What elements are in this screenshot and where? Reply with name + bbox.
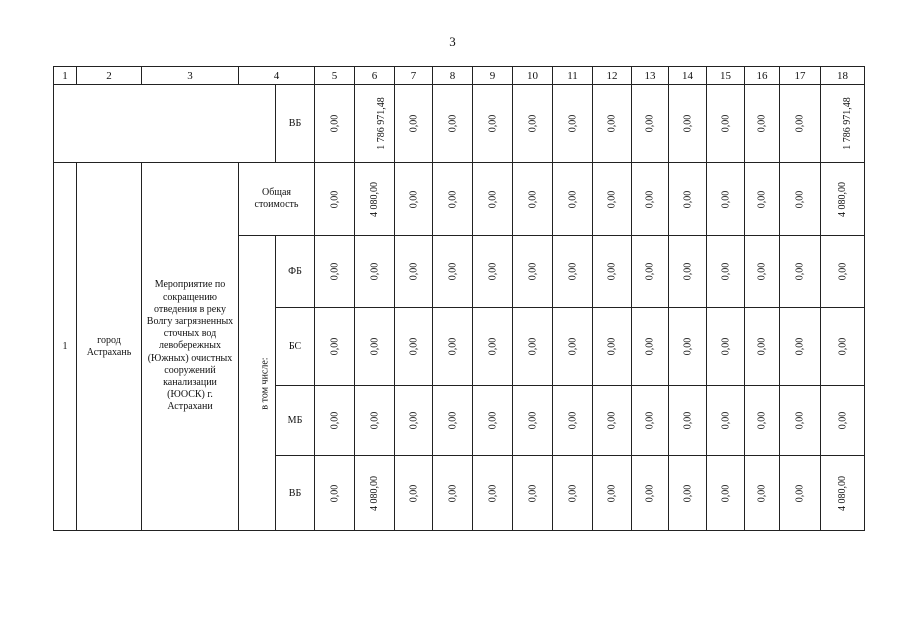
value-cell: 0,00: [473, 456, 513, 531]
value-cell: 0,00: [707, 236, 745, 308]
value-cell: 0,00: [433, 163, 473, 236]
header-cell: 11: [553, 67, 593, 85]
value-cell: 0,00: [513, 163, 553, 236]
value-cell: 4 080,00: [821, 163, 865, 236]
value-cell: 0,00: [433, 308, 473, 386]
value-cell: 0,00: [553, 456, 593, 531]
value-cell: 0,00: [433, 456, 473, 531]
header-cell: 17: [780, 67, 821, 85]
funding-type: ВБ: [276, 456, 315, 531]
value-cell: 0,00: [780, 456, 821, 531]
value-cell: 0,00: [395, 456, 433, 531]
value-cell: 0,00: [745, 308, 780, 386]
value-cell: 0,00: [315, 163, 355, 236]
empty-merged-cell: [54, 85, 276, 163]
value-cell: 0,00: [513, 456, 553, 531]
header-cell: 8: [433, 67, 473, 85]
value-cell: 0,00: [669, 85, 707, 163]
header-cell: 7: [395, 67, 433, 85]
value-cell: 0,00: [513, 236, 553, 308]
value-cell: 0,00: [473, 308, 513, 386]
value-cell: 4 080,00: [355, 456, 395, 531]
value-cell: 0,00: [780, 163, 821, 236]
value-cell: 0,00: [745, 456, 780, 531]
value-cell: 0,00: [355, 308, 395, 386]
continued-row: [54, 85, 865, 163]
header-cell: 14: [669, 67, 707, 85]
value-cell: 4 080,00: [355, 163, 395, 236]
value-cell: 0,00: [513, 85, 553, 163]
header-cell: 9: [473, 67, 513, 85]
page-number: 3: [449, 34, 456, 49]
value-cell: 0,00: [632, 456, 669, 531]
value-cell: 0,00: [395, 308, 433, 386]
entry-number: 1: [54, 163, 77, 531]
value-cell: 0,00: [780, 85, 821, 163]
total-cost-row: [54, 163, 865, 236]
value-cell: 0,00: [355, 386, 395, 456]
value-cell: 0,00: [821, 308, 865, 386]
entry-description: Мероприятие по сокращению отведения в реку Волгу загрязненных сточных вод левобережных (Южных) очистных сооружений канализации (ЮОСК) г. Астрахани: [142, 163, 239, 531]
value-cell: 0,00: [632, 163, 669, 236]
value-cell: 0,00: [473, 236, 513, 308]
value-cell: 1 786 971,48: [821, 85, 865, 163]
header-cell: 3: [142, 67, 239, 85]
value-cell: 0,00: [513, 386, 553, 456]
value-cell: 0,00: [315, 236, 355, 308]
funding-type: ФБ: [276, 236, 315, 308]
value-cell: 0,00: [632, 236, 669, 308]
header-cell: 10: [513, 67, 553, 85]
value-cell: 0,00: [632, 85, 669, 163]
value-cell: 0,00: [707, 456, 745, 531]
header-cell: 12: [593, 67, 632, 85]
value-cell: 0,00: [669, 236, 707, 308]
value-cell: 0,00: [593, 456, 632, 531]
value-cell: 0,00: [473, 163, 513, 236]
value-cell: 0,00: [553, 163, 593, 236]
value-cell: 0,00: [593, 85, 632, 163]
value-cell: 0,00: [355, 236, 395, 308]
value-cell: 0,00: [433, 236, 473, 308]
value-cell: 0,00: [315, 386, 355, 456]
value-cell: 0,00: [669, 163, 707, 236]
value-cell: 0,00: [593, 308, 632, 386]
header-cell: 16: [745, 67, 780, 85]
value-cell: 0,00: [473, 386, 513, 456]
value-cell: 0,00: [707, 163, 745, 236]
value-cell: 0,00: [780, 308, 821, 386]
value-cell: 0,00: [632, 386, 669, 456]
value-cell: 0,00: [780, 236, 821, 308]
funding-type: МБ: [276, 386, 315, 456]
value-cell: 0,00: [315, 85, 355, 163]
value-cell: 0,00: [780, 386, 821, 456]
header-cell: 1: [54, 67, 77, 85]
value-cell: 0,00: [745, 386, 780, 456]
funding-type: ВБ: [276, 85, 315, 163]
value-cell: 0,00: [707, 85, 745, 163]
value-cell: 0,00: [669, 308, 707, 386]
header-cell: 2: [77, 67, 142, 85]
value-cell: 0,00: [669, 456, 707, 531]
value-cell: 0,00: [593, 163, 632, 236]
value-cell: 0,00: [745, 85, 780, 163]
value-cell: 0,00: [395, 386, 433, 456]
value-cell: 0,00: [821, 236, 865, 308]
header-cell: 6: [355, 67, 395, 85]
header-cell: 4: [239, 67, 315, 85]
value-cell: 0,00: [513, 308, 553, 386]
including-label: в том числе:: [239, 236, 276, 531]
funding-type: БС: [276, 308, 315, 386]
header-cell: 15: [707, 67, 745, 85]
value-cell: 0,00: [707, 386, 745, 456]
value-cell: 0,00: [553, 308, 593, 386]
header-cell: 13: [632, 67, 669, 85]
value-cell: 4 080,00: [821, 456, 865, 531]
value-cell: 0,00: [553, 236, 593, 308]
value-cell: 0,00: [707, 308, 745, 386]
value-cell: 0,00: [315, 308, 355, 386]
value-cell: 0,00: [553, 85, 593, 163]
value-cell: 0,00: [593, 236, 632, 308]
value-cell: 0,00: [669, 386, 707, 456]
value-cell: 0,00: [473, 85, 513, 163]
value-cell: 0,00: [553, 386, 593, 456]
value-cell: 0,00: [395, 163, 433, 236]
value-cell: 0,00: [315, 456, 355, 531]
value-cell: 0,00: [395, 85, 433, 163]
value-cell: 0,00: [433, 386, 473, 456]
value-cell: 0,00: [395, 236, 433, 308]
budget-table: [53, 66, 865, 531]
value-cell: 0,00: [745, 163, 780, 236]
funding-type-total: Общая стоимость: [239, 163, 315, 236]
value-cell: 0,00: [593, 386, 632, 456]
value-cell: 0,00: [632, 308, 669, 386]
entry-place: город Астрахань: [77, 163, 142, 531]
header-cell: 5: [315, 67, 355, 85]
value-cell: 0,00: [745, 236, 780, 308]
header-cell: 18: [821, 67, 865, 85]
value-cell: 0,00: [821, 386, 865, 456]
value-cell: 1 786 971,48: [355, 85, 395, 163]
value-cell: 0,00: [433, 85, 473, 163]
header-row: [54, 67, 865, 85]
